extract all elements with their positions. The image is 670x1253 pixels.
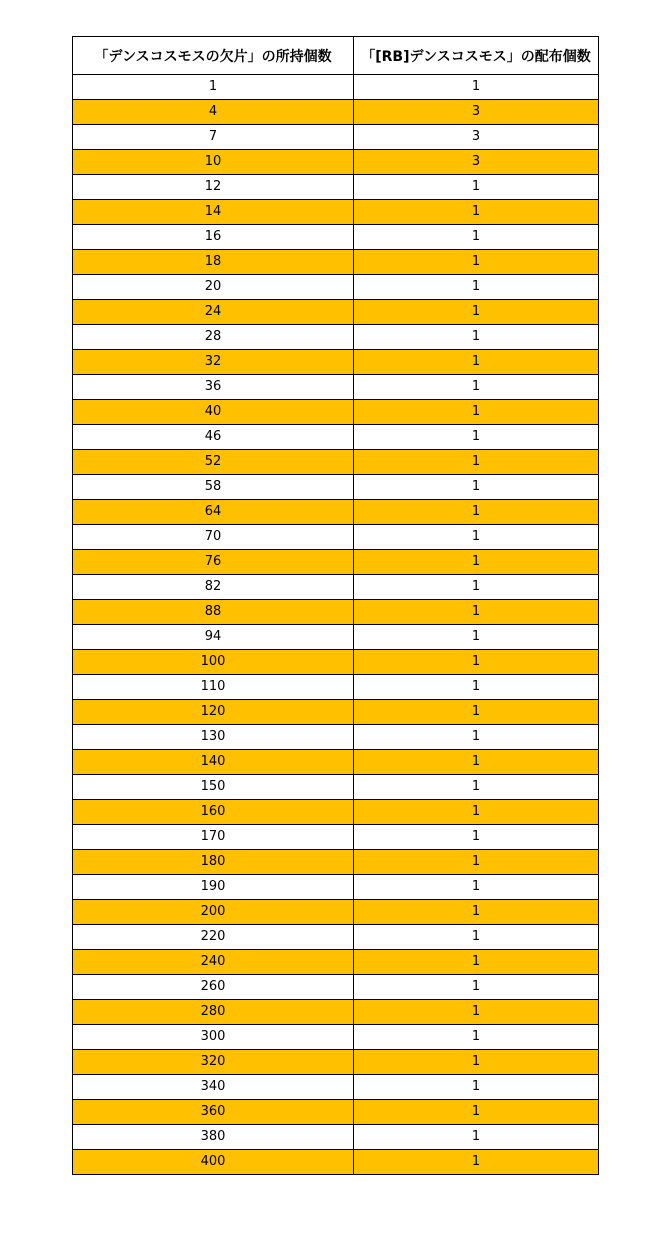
owned-fragments-cell: 260 <box>73 975 354 1000</box>
owned-fragments-cell: 58 <box>73 475 354 500</box>
owned-fragments-cell: 36 <box>73 375 354 400</box>
distributed-count-cell: 1 <box>354 950 599 975</box>
distributed-count-cell: 1 <box>354 700 599 725</box>
distributed-count-cell: 1 <box>354 550 599 575</box>
owned-fragments-cell: 1 <box>73 75 354 100</box>
distributed-count-cell: 1 <box>354 575 599 600</box>
table-row <box>73 375 599 400</box>
table-row <box>73 175 599 200</box>
owned-fragments-cell: 300 <box>73 1025 354 1050</box>
owned-fragments-cell: 120 <box>73 700 354 725</box>
distributed-count-cell: 1 <box>354 775 599 800</box>
table-row <box>73 1150 599 1175</box>
distributed-count-cell: 1 <box>354 625 599 650</box>
distributed-count-cell: 1 <box>354 825 599 850</box>
table-row <box>73 825 599 850</box>
distributed-count-cell: 1 <box>354 1150 599 1175</box>
table-row <box>73 775 599 800</box>
table-row <box>73 450 599 475</box>
table-row <box>73 125 599 150</box>
owned-fragments-cell: 200 <box>73 900 354 925</box>
table-row <box>73 500 599 525</box>
owned-fragments-cell: 340 <box>73 1075 354 1100</box>
table-row <box>73 75 599 100</box>
distributed-count-cell: 1 <box>354 325 599 350</box>
owned-fragments-cell: 160 <box>73 800 354 825</box>
table-row <box>73 700 599 725</box>
owned-fragments-cell: 150 <box>73 775 354 800</box>
distributed-count-cell: 1 <box>354 875 599 900</box>
distributed-count-cell: 1 <box>354 650 599 675</box>
owned-fragments-cell: 400 <box>73 1150 354 1175</box>
table-row <box>73 225 599 250</box>
owned-fragments-cell: 140 <box>73 750 354 775</box>
owned-fragments-cell: 16 <box>73 225 354 250</box>
owned-fragments-cell: 20 <box>73 275 354 300</box>
table-row <box>73 150 599 175</box>
distributed-count-cell: 1 <box>354 375 599 400</box>
owned-fragments-cell: 94 <box>73 625 354 650</box>
table-row <box>73 925 599 950</box>
distributed-count-cell: 1 <box>354 725 599 750</box>
distributed-count-cell: 3 <box>354 125 599 150</box>
distributed-count-cell: 1 <box>354 1075 599 1100</box>
distributed-count-cell: 1 <box>354 175 599 200</box>
distributed-count-cell: 3 <box>354 150 599 175</box>
distributed-count-cell: 1 <box>354 425 599 450</box>
distributed-count-cell: 1 <box>354 1000 599 1025</box>
owned-fragments-cell: 76 <box>73 550 354 575</box>
distributed-count-cell: 1 <box>354 1125 599 1150</box>
owned-fragments-cell: 380 <box>73 1125 354 1150</box>
distributed-count-cell: 1 <box>354 850 599 875</box>
distributed-count-cell: 1 <box>354 200 599 225</box>
distributed-count-cell: 1 <box>354 1025 599 1050</box>
distributed-count-cell: 1 <box>354 1100 599 1125</box>
table-row <box>73 600 599 625</box>
owned-fragments-cell: 240 <box>73 950 354 975</box>
distributed-count-cell: 1 <box>354 400 599 425</box>
distributed-count-cell: 1 <box>354 300 599 325</box>
owned-fragments-cell: 46 <box>73 425 354 450</box>
table-row <box>73 200 599 225</box>
distributed-count-cell: 1 <box>354 350 599 375</box>
distributed-count-cell: 1 <box>354 225 599 250</box>
distributed-count-cell: 1 <box>354 275 599 300</box>
owned-fragments-cell: 130 <box>73 725 354 750</box>
distributed-count-cell: 1 <box>354 600 599 625</box>
table-row <box>73 1050 599 1075</box>
table-row <box>73 725 599 750</box>
distributed-count-cell: 1 <box>354 750 599 775</box>
table-row <box>73 300 599 325</box>
owned-fragments-cell: 18 <box>73 250 354 275</box>
table-row <box>73 850 599 875</box>
distributed-count-cell: 1 <box>354 525 599 550</box>
table-row <box>73 250 599 275</box>
distribution-table-container <box>72 36 598 1175</box>
distributed-count-cell: 1 <box>354 475 599 500</box>
table-header-row <box>73 37 599 75</box>
table-row <box>73 275 599 300</box>
table-row <box>73 650 599 675</box>
table-row <box>73 350 599 375</box>
owned-fragments-cell: 52 <box>73 450 354 475</box>
distributed-count-cell: 1 <box>354 975 599 1000</box>
table-body <box>73 75 599 1175</box>
table-row <box>73 1125 599 1150</box>
table-row <box>73 1000 599 1025</box>
owned-fragments-cell: 280 <box>73 1000 354 1025</box>
distributed-count-cell: 1 <box>354 800 599 825</box>
header-owned-fragments: 「デンスコスモスの欠片」の所持個数 <box>73 37 354 75</box>
owned-fragments-cell: 82 <box>73 575 354 600</box>
distributed-count-cell: 3 <box>354 100 599 125</box>
owned-fragments-cell: 180 <box>73 850 354 875</box>
owned-fragments-cell: 7 <box>73 125 354 150</box>
table-row <box>73 675 599 700</box>
owned-fragments-cell: 32 <box>73 350 354 375</box>
owned-fragments-cell: 40 <box>73 400 354 425</box>
distribution-table <box>72 36 599 1175</box>
table-row <box>73 400 599 425</box>
table-row <box>73 950 599 975</box>
owned-fragments-cell: 170 <box>73 825 354 850</box>
distributed-count-cell: 1 <box>354 75 599 100</box>
owned-fragments-cell: 70 <box>73 525 354 550</box>
distributed-count-cell: 1 <box>354 1050 599 1075</box>
owned-fragments-cell: 64 <box>73 500 354 525</box>
header-distributed-cosmos: 「[RB]デンスコスモス」の配布個数 <box>354 37 599 75</box>
table-row <box>73 100 599 125</box>
table-row <box>73 1025 599 1050</box>
distributed-count-cell: 1 <box>354 250 599 275</box>
distributed-count-cell: 1 <box>354 450 599 475</box>
distributed-count-cell: 1 <box>354 675 599 700</box>
table-row <box>73 1100 599 1125</box>
table-row <box>73 550 599 575</box>
owned-fragments-cell: 10 <box>73 150 354 175</box>
owned-fragments-cell: 190 <box>73 875 354 900</box>
owned-fragments-cell: 14 <box>73 200 354 225</box>
table-row <box>73 575 599 600</box>
owned-fragments-cell: 12 <box>73 175 354 200</box>
owned-fragments-cell: 110 <box>73 675 354 700</box>
distributed-count-cell: 1 <box>354 500 599 525</box>
table-row <box>73 750 599 775</box>
table-row <box>73 975 599 1000</box>
owned-fragments-cell: 220 <box>73 925 354 950</box>
table-row <box>73 800 599 825</box>
table-row <box>73 475 599 500</box>
table-row <box>73 1075 599 1100</box>
owned-fragments-cell: 4 <box>73 100 354 125</box>
table-row <box>73 325 599 350</box>
distributed-count-cell: 1 <box>354 925 599 950</box>
owned-fragments-cell: 88 <box>73 600 354 625</box>
table-row <box>73 625 599 650</box>
owned-fragments-cell: 24 <box>73 300 354 325</box>
owned-fragments-cell: 360 <box>73 1100 354 1125</box>
table-row <box>73 425 599 450</box>
table-row <box>73 900 599 925</box>
owned-fragments-cell: 320 <box>73 1050 354 1075</box>
distributed-count-cell: 1 <box>354 900 599 925</box>
table-row <box>73 875 599 900</box>
owned-fragments-cell: 100 <box>73 650 354 675</box>
table-row <box>73 525 599 550</box>
owned-fragments-cell: 28 <box>73 325 354 350</box>
